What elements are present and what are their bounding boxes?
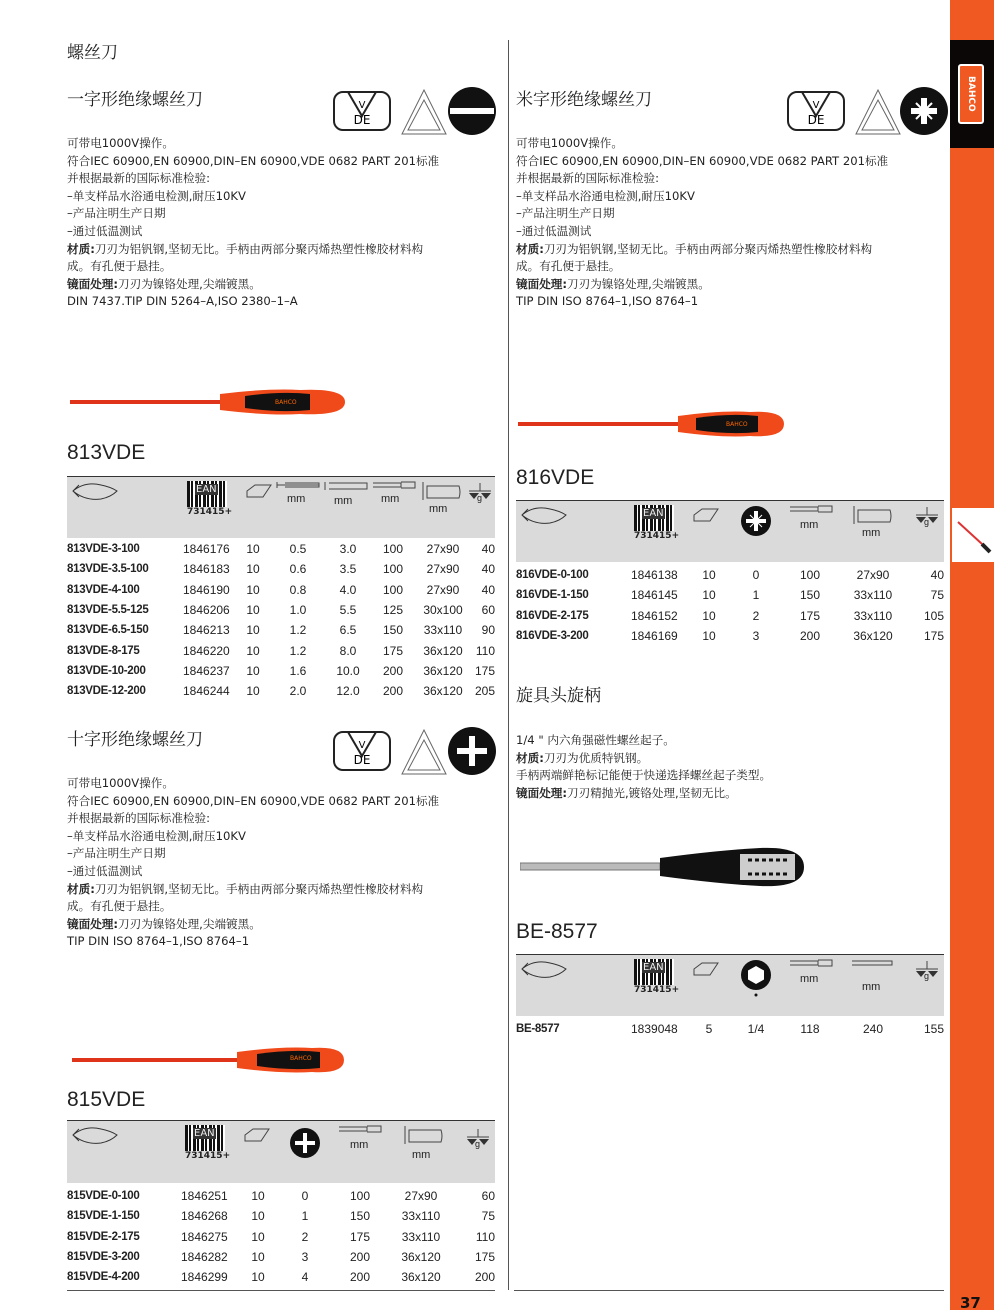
side-bar: [950, 0, 994, 1310]
package-icon: [243, 1127, 271, 1143]
table-row: [516, 585, 944, 605]
bahco-logo: BAHCO: [958, 64, 984, 124]
handle-size-icon: [850, 504, 894, 526]
cell: 1846169: [631, 629, 678, 644]
cell: 0.5: [289, 542, 307, 557]
cell: 1846282: [181, 1250, 228, 1265]
table-row: [67, 661, 495, 681]
slotted-table-header: EAN 731415+ mm mm mm mm g: [67, 476, 495, 538]
cell: 10: [251, 1209, 265, 1224]
cell: 0: [301, 1189, 309, 1204]
article-number: 816VDE-3-200: [516, 630, 589, 643]
cell: 60: [481, 603, 495, 618]
hex-drive-icon: [740, 959, 772, 997]
cell: 10: [251, 1270, 265, 1285]
cell: 1846275: [181, 1229, 228, 1244]
cell: 1.0: [289, 603, 307, 618]
cell: 1846138: [631, 568, 678, 583]
article-number: 815VDE-0-100: [67, 1190, 140, 1203]
cell: 27x90: [426, 582, 460, 597]
cell: 10.0: [336, 663, 360, 678]
article-number: 815VDE-3-200: [67, 1251, 140, 1264]
cell: 10: [251, 1189, 265, 1204]
bottom-rule: [67, 1290, 495, 1291]
table-row: [67, 1267, 495, 1287]
svg-text:V: V: [358, 740, 366, 751]
cell: 100: [799, 568, 821, 583]
cell: 27x90: [404, 1189, 438, 1204]
cell: 1/4: [747, 1022, 765, 1037]
cell: 2: [752, 608, 760, 623]
bit-holder-image: [520, 842, 810, 892]
svg-text:V: V: [358, 100, 366, 111]
ean-icon: EAN: [634, 505, 674, 531]
table-row: [67, 640, 495, 660]
cell: 1846176: [183, 542, 230, 557]
cell: 175: [474, 1250, 495, 1265]
table-row: [516, 626, 944, 646]
cell: 1846206: [183, 603, 230, 618]
package-icon: [692, 507, 720, 523]
slotted-table: [67, 539, 495, 701]
blade-length-icon: [788, 958, 834, 968]
cell: 33x110: [853, 588, 893, 603]
cell: 0: [752, 568, 760, 583]
cell: 10: [251, 1229, 265, 1244]
cell: 33x110: [853, 608, 893, 623]
blade-length-icon: [788, 504, 834, 514]
svg-text:DE: DE: [807, 113, 825, 127]
section-title: 螺丝刀: [67, 43, 118, 63]
bottom-rule: [514, 1290, 944, 1291]
cell: 40: [481, 562, 495, 577]
table-row: [67, 1247, 495, 1267]
cell: 27x90: [426, 542, 460, 557]
cell: 10: [702, 629, 716, 644]
pozi-title: 米字形绝缘螺丝刀: [516, 90, 652, 110]
cell: 1846145: [631, 588, 678, 603]
svg-text:V: V: [812, 100, 820, 111]
cell: 100: [382, 542, 404, 557]
cell: 1846299: [181, 1270, 228, 1285]
cell: 36x120: [401, 1250, 441, 1265]
tip-width-icon: [323, 480, 369, 492]
cell: 1846220: [183, 643, 230, 658]
cell: 33x110: [423, 623, 463, 638]
column-divider: [508, 40, 509, 1290]
article-number: 816VDE-1-150: [516, 589, 589, 602]
table-row: [516, 1019, 944, 1039]
cell: 10: [246, 582, 260, 597]
cell: 175: [382, 643, 404, 658]
cell: 1.2: [289, 643, 307, 658]
category-thumb: [952, 508, 994, 562]
cell: 240: [862, 1022, 884, 1037]
cell: 3: [752, 629, 760, 644]
table-row: [67, 1227, 495, 1247]
phillips-title: 十字形绝缘螺丝刀: [67, 730, 203, 750]
bit-holder-title: 旋具头旋柄: [516, 686, 601, 706]
article-number: 816VDE-2-175: [516, 609, 589, 622]
cell: 10: [246, 623, 260, 638]
cell: 8.0: [339, 643, 357, 658]
phillips-table-header: EAN 731415+ mm mm g: [67, 1120, 495, 1183]
phillips-table: [67, 1186, 495, 1287]
ean-icon: EAN: [187, 481, 227, 507]
cell: 150: [799, 588, 821, 603]
article-number: 815VDE-2-175: [67, 1230, 140, 1243]
table-row: [516, 606, 944, 626]
blade-length-icon: [371, 480, 417, 490]
cell: 75: [481, 1209, 495, 1224]
article-number: 813VDE-4-100: [67, 583, 140, 596]
fish-icon: [71, 1125, 119, 1145]
cell: 1.6: [289, 663, 307, 678]
table-row: [67, 1206, 495, 1226]
cell: 175: [349, 1229, 371, 1244]
cell: 6.5: [339, 623, 357, 638]
table-row: [67, 559, 495, 579]
cell: 125: [382, 603, 404, 618]
cell: 200: [382, 663, 404, 678]
pozi-table-header: EAN 731415+ mm mm g: [516, 500, 944, 562]
cell: 27x90: [426, 562, 460, 577]
svg-text:BAHCO: BAHCO: [726, 421, 748, 428]
pozi-model: 816VDE: [516, 466, 595, 489]
fish-icon: [520, 505, 568, 525]
cell: 205: [474, 684, 495, 699]
cell: 3.0: [339, 542, 357, 557]
phillips-model: 815VDE: [67, 1088, 146, 1111]
cell: 1846190: [183, 582, 230, 597]
cell: 10: [702, 608, 716, 623]
cert-icons: [332, 726, 497, 780]
cell: 36x120: [401, 1270, 441, 1285]
cell: 155: [923, 1022, 944, 1037]
cell: 200: [799, 629, 821, 644]
cell: 175: [799, 608, 821, 623]
cell: 75: [930, 588, 944, 603]
pozi-screwdriver-image: [518, 404, 788, 444]
handle-size-icon: [401, 1124, 445, 1146]
cell: 60: [481, 1189, 495, 1204]
cell: 27x90: [856, 568, 890, 583]
cell: 105: [923, 608, 944, 623]
slotted-model: 813VDE: [67, 441, 146, 464]
total-length-icon: [850, 958, 894, 968]
page-number: 37: [960, 1294, 981, 1312]
cell: 0.6: [289, 562, 307, 577]
cell: 1839048: [631, 1022, 678, 1037]
cell: 10: [246, 684, 260, 699]
cell: 118: [800, 1022, 820, 1037]
table-row: [67, 539, 495, 559]
cell: 200: [474, 1270, 495, 1285]
cell: 4.0: [339, 582, 357, 597]
cell: 36x120: [853, 629, 893, 644]
cell: 0.8: [289, 582, 307, 597]
cell: 150: [382, 623, 404, 638]
table-row: [67, 620, 495, 640]
cell: 10: [246, 643, 260, 658]
brand-band: [950, 40, 994, 148]
cell: 100: [382, 582, 404, 597]
article-number: 813VDE-10-200: [67, 664, 146, 677]
cell: 12.0: [336, 684, 360, 699]
cell: 150: [349, 1209, 371, 1224]
cell: 1: [752, 588, 760, 603]
cell: 200: [349, 1270, 371, 1285]
blade-length-icon: [337, 1124, 383, 1134]
package-icon: [692, 961, 720, 977]
pozi-description: 可带电1000V操作。 符合IEC 60900,EN 60900,DIN–EN 60900,VDE 0682 PART 201标准 并根据最新的国际标准检验: –单支样品水浴通电检测,耐压10KV –产品注明生产日期 –通过低温测试 材质:刀刃为铝钒钢,坚韧无比。手柄由两部分聚丙烯热塑性橡胶材料构 成。有孔便于悬挂。 镜面处理:刀刃为镍铬处理,尖端镀黑。 TIP DIN ISO 8764–1,ISO 8764–1: [516, 136, 889, 309]
cell: 110: [475, 643, 495, 658]
svg-text:DE: DE: [353, 753, 371, 767]
cell: 1846244: [183, 684, 230, 699]
slotted-title: 一字形绝缘螺丝刀: [67, 90, 203, 110]
table-row: [516, 565, 944, 585]
cell: 10: [251, 1250, 265, 1265]
cell: 100: [382, 562, 404, 577]
cell: 200: [349, 1250, 371, 1265]
article-number: 813VDE-3-100: [67, 543, 140, 556]
cell: 33x110: [401, 1229, 441, 1244]
article-number: 815VDE-4-200: [67, 1271, 140, 1284]
article-number: 813VDE-6.5-150: [67, 624, 149, 637]
cell: 40: [481, 542, 495, 557]
cell: 1846213: [183, 623, 230, 638]
cell: 10: [702, 568, 716, 583]
cell: 10: [246, 603, 260, 618]
cell: 10: [702, 588, 716, 603]
table-row: [67, 1186, 495, 1206]
cell: 1846251: [181, 1189, 228, 1204]
cell: 3.5: [339, 562, 357, 577]
cell: 1846183: [183, 562, 230, 577]
pozi-tip-icon: [740, 505, 772, 537]
table-row: [67, 600, 495, 620]
cell: 4: [301, 1270, 309, 1285]
bit-holder-table: [516, 1019, 944, 1039]
cell: 36x120: [423, 643, 463, 658]
bit-holder-table-header: EAN 731415+ mm mm g: [516, 954, 944, 1016]
cell: 100: [349, 1189, 371, 1204]
cell: 1846237: [183, 663, 230, 678]
article-number: 813VDE-3.5-100: [67, 563, 149, 576]
cell: 10: [246, 562, 260, 577]
ean-icon: EAN: [185, 1125, 225, 1151]
cell: 175: [923, 629, 944, 644]
phillips-description: 可带电1000V操作。 符合IEC 60900,EN 60900,DIN–EN 60900,VDE 0682 PART 201标准 并根据最新的国际标准检验: –单支样品水浴通电检测,耐压10KV –产品注明生产日期 –通过低温测试 材质:刀刃为铝钒钢,坚韧无比。手柄由两部分聚丙烯热塑性橡胶材料构 成。有孔便于悬挂。 镜面处理:刀刃为镍铬处理,尖端镀黑。 TIP DIN ISO 8764–1,ISO 8764–1: [67, 776, 440, 949]
cell: 1.2: [289, 623, 307, 638]
cell: 5: [705, 1022, 713, 1037]
handle-size-icon: [419, 480, 463, 502]
pozi-table: [516, 565, 944, 646]
cell: 110: [475, 1229, 495, 1244]
cell: 200: [382, 684, 404, 699]
cell: 1846152: [631, 608, 678, 623]
cell: 3: [301, 1250, 309, 1265]
cell: 5.5: [339, 603, 357, 618]
cell: 90: [481, 623, 495, 638]
cell: 36x120: [423, 684, 463, 699]
fish-icon: [520, 959, 568, 979]
article-number: 816VDE-0-100: [516, 569, 589, 582]
cert-icons: [786, 86, 951, 140]
cell: 30x100: [423, 603, 463, 618]
phillips-screwdriver-image: [72, 1040, 352, 1080]
cell: 10: [246, 663, 260, 678]
cell: 33x110: [401, 1209, 441, 1224]
package-icon: [245, 483, 273, 499]
cell: 2: [301, 1229, 309, 1244]
bit-holder-description: 1/4 " 内六角强磁性螺丝起子。 材质:刀刃为优质特钒钢。 手柄两端鲜艳标记能便于快递选择螺丝起子类型。 镜面处理:刀刃精抛光,镀铬处理,坚韧无比。: [516, 733, 772, 800]
svg-text:DE: DE: [353, 113, 371, 127]
slotted-description: 可带电1000V操作。 符合IEC 60900,EN 60900,DIN–EN 60900,VDE 0682 PART 201标准 并根据最新的国际标准检验: –单支样品水浴通电检测,耐压10KV –产品注明生产日期 –通过低温测试 材质:刀刃为铝钒钢,坚韧无比。手柄由两部分聚丙烯热塑性橡胶材料构 成。有孔便于悬挂。 镜面处理:刀刃为镍铬处理,尖端镀黑。 DIN 7437.TIP DIN 5264–A,ISO 2380–1–A: [67, 136, 440, 309]
cell: 1846268: [181, 1209, 228, 1224]
table-row: [67, 580, 495, 600]
tip-thickness-icon: [275, 480, 321, 490]
phillips-tip-icon: [289, 1127, 321, 1159]
article-number: 815VDE-1-150: [67, 1210, 140, 1223]
svg-text:BAHCO: BAHCO: [275, 399, 297, 406]
article-number: 813VDE-12-200: [67, 685, 146, 698]
article-number: 813VDE-8-175: [67, 644, 140, 657]
article-number: 813VDE-5.5-125: [67, 604, 149, 617]
cell: 36x120: [423, 663, 463, 678]
cell: 40: [930, 568, 944, 583]
fish-icon: [71, 481, 119, 501]
cell: 10: [246, 542, 260, 557]
slotted-screwdriver-image: [70, 382, 350, 422]
cell: 40: [481, 582, 495, 597]
cell: 1: [301, 1209, 309, 1224]
ean-icon: EAN: [634, 959, 674, 985]
cell: 2.0: [289, 684, 307, 699]
svg-text:BAHCO: BAHCO: [290, 1055, 312, 1062]
article-number: BE-8577: [516, 1023, 560, 1036]
cert-icons: [332, 86, 497, 140]
bit-holder-model: BE-8577: [516, 920, 598, 943]
cell: 175: [474, 663, 495, 678]
table-row: [67, 681, 495, 701]
